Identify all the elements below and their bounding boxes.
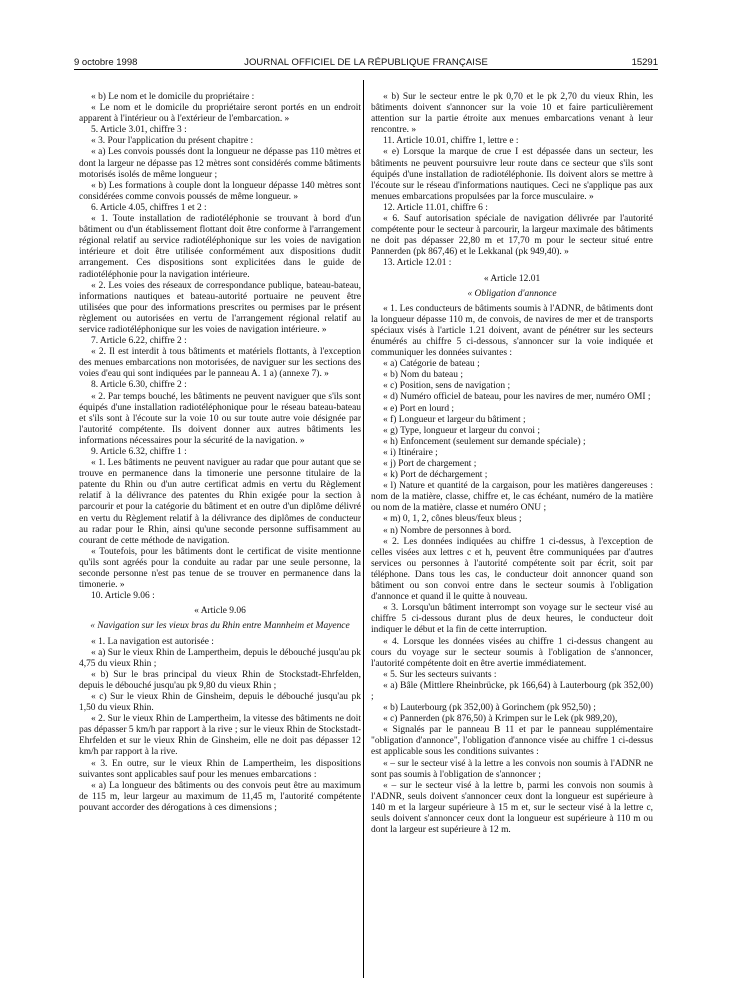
paragraph: « 3. Lorsqu'un bâtiment interrompt son voyage sur le secteur visé au chiffre 5 ci-dessous durant plus de deux heures, le conducteur doit indiquer le début et la fin de cette interruption. — [371, 603, 653, 636]
paragraph: « 2. Sur le vieux Rhin de Lampertheim, la vitesse des bâtiments ne doit pas dépasser 5 km/h par rapport à la rive ; sur le vieux Rhin de Stockstadt-Ehrfelden et sur le vieux Rhin de Ginsheim, elle ne doit pas dépasser 12 km/h par rapport à la rive. — [79, 714, 361, 758]
paragraph: « 2. Les voies des réseaux de correspondance publique, bateau-bateau, informations nautiques et bateau-autorité portuaire ne peuvent être utilisées que pour des informations prescrites ou permises par le présent règlement ou autorisées en vertu de l'arrangement régional relatif au service radiotéléphonique sur les voies de navigation intérieure. » — [79, 280, 361, 335]
paragraph: « Signalés par le panneau B 11 et par le panneau supplémentaire "obligation d'annonce", l'obligation d'annonce visée au chiffre 1 ci-dessus est applicable sous les conditions suivantes : — [371, 725, 653, 758]
list-item: « b) Lauterbourg (pk 352,00) à Gorinchem (pk 952,50) ; — [383, 703, 596, 714]
paragraph: « 1. La navigation est autorisée : — [91, 636, 214, 647]
paragraph: « e) Lorsque la marque de crue I est dépassée dans un secteur, les bâtiments ne peuvent poursuivre leur route dans ce secteur que s'ils sont équipés d'une installation de radiotéléphonie. Ils doivent alors se mettre à l'écoute sur le réseau d'informations nautiques. Ceci ne s'applique pas aux menues embarcations propulsées par la force musculaire. » — [371, 147, 653, 202]
paragraph: « a) Les convois poussés dont la longueur ne dépasse pas 110 mètres et dont la largeur ne dépasse pas 12 mètres sont considérés comme bâtiments motorisés isolés de même longueur ; — [79, 147, 361, 180]
left-column — [79, 92, 361, 814]
list-item: « h) Enfoncement (seulement sur demande spéciale) ; — [383, 436, 586, 447]
paragraph: « 1. Les conducteurs de bâtiments soumis à l'ADNR, de bâtiments dont la longueur dépasse 110 m, de convois, de navires de mer et de transports spéciaux visés à l'article 1.21 doivent, avant de pénétrer sur les secteurs énumérés au chiffre 5 ci-dessous, s'annoncer sur la voie indiquée et communiquer les données suivantes : — [371, 303, 653, 359]
header-rule — [74, 69, 658, 70]
paragraph: 7. Article 6.22, chiffre 2 : — [91, 336, 187, 347]
paragraph: 6. Article 4.05, chiffres 1 et 2 : — [91, 202, 207, 213]
list-item: « g) Type, longueur et largeur du convoi ; — [383, 425, 541, 436]
article-heading: « Article 9.06 — [194, 606, 246, 617]
paragraph: « 1. Toute installation de radiotéléphonie se trouvant à bord d'un bâtiment ou d'un établissement flottant doit être conforme à l'arrangement régional relatif au service radiotéléphonique sur les voies de navigation intérieure et doit être utilisée conformément aux dispositions dudit arrangement. Ces dispositions sont explicitées dans le guide de radiotéléphonie pour la navigation intérieure. — [79, 214, 361, 280]
article-subheading: « Navigation sur les vieux bras du Rhin entre Mannheim et Mayence — [90, 621, 350, 632]
paragraph: « 5. Sur les secteurs suivants : — [383, 669, 497, 680]
paragraph: « b) Sur le secteur entre le pk 0,70 et le pk 2,70 du vieux Rhin, les bâtiments doivent s'annoncer sur la voie 10 et faire particulièrement attention sur la partie étroite aux menues embarcations venant à leur rencontre. » — [371, 92, 653, 136]
paragraph: « 4. Lorsque les données visées au chiffre 1 ci-dessus changent au cours du voyage sur le secteur soumis à l'obligation de s'annoncer, l'autorité compétente doit en être avertie immédiatement. — [371, 636, 653, 669]
list-item: « f) Longueur et largeur du bâtiment ; — [383, 414, 526, 425]
list-item: « b) Nom du bateau ; — [383, 370, 463, 381]
list-item: « c) Pannerden (pk 876,50) à Krimpen sur le Lek (pk 989,20), — [383, 714, 618, 725]
paragraph: 9. Article 6.32, chiffre 1 : — [91, 447, 187, 457]
list-item: « k) Port de déchargement ; — [383, 470, 488, 481]
paragraph: 5. Article 3.01, chiffre 3 : — [91, 125, 187, 136]
right-column — [371, 92, 653, 836]
paragraph: « 3. Pour l'application du présent chapitre : — [91, 136, 254, 147]
paragraph: « 3. En outre, sur le vieux Rhin de Lampertheim, les dispositions suivantes sont applicables sauf pour les menues embarcations : — [79, 758, 361, 780]
paragraph: « 2. Par temps bouché, les bâtiments ne peuvent naviguer que s'ils sont équipés d'une installation radiotéléphonique pour le réseau bateau-bateau et s'ils sont à l'écoute sur la voie 10 ou sur toute autre voie désignée par l'autorité compétente. Ils doivent donner aux autres bâtiments les informations nécessaires pour la sécurité de la navigation. » — [79, 391, 361, 446]
list-item: « c) Position, sens de navigation ; — [383, 381, 511, 392]
list-item: « i) Itinéraire ; — [383, 447, 438, 458]
list-item: « a) Catégorie de bateau ; — [383, 359, 480, 370]
paragraph: « – sur le secteur visé à la lettre b, parmi les convois non soumis à l'ADNR, seuls doivent s'annoncer ceux dont la longueur est supérieure à 140 m et la largeur supérieure à 15 m et, sur le secteur visé à la lettre c, seuls doivent s'annoncer ceux dont la longueur est supérieure à 110 m ou dont la largeur est supérieure à 12 m. — [371, 780, 653, 836]
journal-title: JOURNAL OFFICIEL DE LA RÉPUBLIQUE FRANÇAISE — [244, 57, 488, 68]
list-item: « d) Numéro officiel de bateau, pour les navires de mer, numéro OMI ; — [383, 392, 651, 403]
paragraph: 12. Article 11.01, chiffre 6 : — [383, 202, 488, 213]
paragraph: « Le nom et le domicile du propriétaire seront portés en un endroit apparent à l'intérieur ou à l'extérieur de l'embarcation. » — [79, 103, 361, 125]
paragraph: « b) Les formations à couple dont la longueur dépasse 140 mètres sont considérées comme convois poussés de même longueur. » — [79, 180, 361, 202]
page-number: 15291 — [631, 57, 658, 68]
paragraph: « 2. Il est interdit à tous bâtiments et matériels flottants, à l'exception des menues embarcations non motorisées, de naviguer sur les sections des voies d'eau qui sont indiquées par le panneau A. 1 a) (annexe 7). » — [79, 347, 361, 380]
paragraph: « Toutefois, pour les bâtiments dont le certificat de visite mentionne qu'ils sont agréés pour la conduite au radar par une seule personne, la seconde personne n'est pas tenue de se trouver en permanence dans la timonerie. » — [79, 546, 361, 591]
paragraph: « c) Sur le vieux Rhin de Ginsheim, depuis le débouché jusqu'au pk 1,50 du vieux Rhin. — [79, 691, 361, 714]
paragraph: « b) Sur le bras principal du vieux Rhin de Stockstadt-Ehrfelden, depuis le débouché jusqu'au pk 9,80 du vieux Rhin ; — [79, 669, 361, 691]
paragraph: « a) La longueur des bâtiments ou des convois peut être au maximum de 115 m, leur largeur au maximum de 11,45 m, l'autorité compétente pouvant accorder des dérogations à ces dimensions ; — [79, 780, 361, 813]
paragraph: « a) Sur le vieux Rhin de Lampertheim, depuis le débouché jusqu'au pk 4,75 du vieux Rhin ; — [79, 647, 361, 669]
paragraph: « 1. Les bâtiments ne peuvent naviguer au radar que pour autant que se trouve en permanence dans la timonerie une personne titulaire de la patente du Rhin ou d'un autre certificat admis en vertu du Règlement relatif à la délivrance des patentes du Rhin exigée pour la section à parcourir et pour la catégorie du bâtiment et en outre d'un diplôme délivré en vertu du Règlement relatif à la délivrance des diplômes de conducteur au radar pour le Rhin, ainsi qu'une seconde personne suffisamment au courant de cette méthode de navigation. — [79, 458, 361, 546]
list-item: « e) Port en lourd ; — [383, 403, 455, 414]
list-item: « a) Bâle (Mittlere Rheinbrücke, pk 166,64) à Lauterbourg (pk 352,00) ; — [371, 680, 653, 702]
paragraph: 13. Article 12.01 : — [383, 258, 452, 269]
list-item: « j) Port de chargement ; — [383, 459, 477, 469]
article-heading: « Article 12.01 — [483, 273, 541, 284]
paragraph: « 6. Sauf autorisation spéciale de navigation délivrée par l'autorité compétente pour le secteur à parcourir, la largeur maximale des bâtiments ne doit pas dépasser 22,80 m et 17,70 m pour le secteur situé entre Pannerden (pk 867,46) et le Lekkanal (pk 949,40). » — [371, 214, 653, 258]
paragraph: « 2. Les données indiquées au chiffre 1 ci-dessus, à l'exception de celles visées aux lettres c et h, peuvent être communiquées par d'autres services ou personnes à l'autorité compétente soit par écrit, soit par téléphone. Dans tous les cas, le conducteur doit annoncer quand son bâtiment ou son convoi entre dans le secteur soumis à l'obligation d'annonce et quand il le quitte à nouveau. — [371, 536, 653, 603]
paragraph: « b) Le nom et le domicile du propriétaire : — [91, 92, 255, 102]
column-divider — [363, 80, 364, 978]
paragraph: 10. Article 9.06 : — [91, 591, 155, 602]
article-subheading: « Obligation d'annonce — [467, 288, 557, 299]
list-item: « n) Nombre de personnes à bord. — [383, 525, 512, 536]
list-item: « l) Nature et quantité de la cargaison, pour les matières dangereuses : nom de la matière, classe, chiffre et, le cas échéant, numéro de la matière ou nom de la matière, classe et numéro ONU ; — [371, 481, 653, 514]
paragraph: 8. Article 6.30, chiffre 2 : — [91, 380, 187, 391]
issue-date: 9 octobre 1998 — [74, 57, 138, 68]
paragraph: « – sur le secteur visé à la lettre a les convois non soumis à l'ADNR ne sont pas soumis à l'obligation de s'annoncer ; — [371, 758, 653, 780]
paragraph: 11. Article 10.01, chiffre 1, lettre e : — [383, 136, 519, 147]
list-item: « m) 0, 1, 2, cônes bleus/feux bleus ; — [383, 514, 522, 525]
